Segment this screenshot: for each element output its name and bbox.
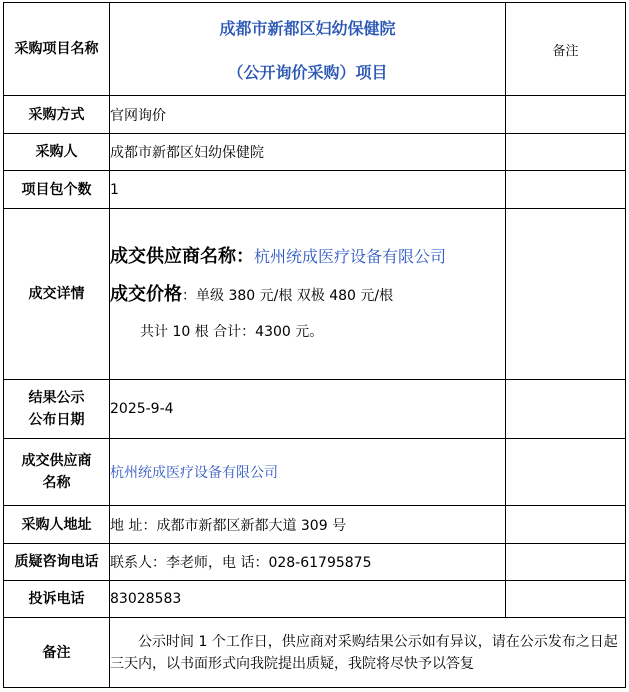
buyer-remark [506,134,626,171]
deal-remark [506,209,626,380]
complaint-phone-row [4,581,626,618]
deal-price-detail: ：单级 380 元/根 双极 480 元/根 [182,287,394,304]
deal-label: 成交详情 [4,209,110,380]
packages-label: 项目包个数 [4,171,110,209]
supplier-remark [506,439,626,506]
address-label: 采购人地址 [4,506,110,544]
notes-row [4,618,626,688]
buyer-value: 成都市新都区妇幼保健院 [110,134,506,171]
notes-label: 备注 [4,618,110,688]
deal-supplier-name: 杭州统成医疗设备有限公司 [254,246,447,266]
packages-remark [506,171,626,209]
inquiry-phone-row [4,544,626,581]
deal-supplier-label: 成交供应商名称： [110,245,254,267]
address-row [4,506,626,544]
inquiry-phone-remark [506,544,626,581]
project-name-label: 采购项目名称 [4,3,110,96]
deal-row [4,209,626,380]
remark-header: 备注 [506,3,626,96]
packages-value: 1 [110,171,506,209]
publish-date-label-line1: 结果公示 [28,390,85,406]
method-label: 采购方式 [4,96,110,134]
complaint-phone-label: 投诉电话 [4,581,110,618]
supplier-row [4,439,626,506]
notes-text: 公示时间 1 个工作日，供应商对采购结果公示如有异议，请在公示发布之日起三天内，以书面形式向我院提出质疑，我院将尽快予以答复 [110,618,626,688]
complaint-phone-remark [506,581,626,618]
publish-date-label [4,380,110,439]
project-title-line1: 成都市新都区妇幼保健院 [219,18,396,38]
publish-date-remark [506,380,626,439]
buyer-row [4,134,626,171]
inquiry-phone-label: 质疑咨询电话 [4,544,110,581]
supplier-value: 杭州统成医疗设备有限公司 [110,439,506,506]
supplier-label-line2: 名称 [42,475,71,491]
address-value: 地 址：成都市新都区新都大道 309 号 [110,506,506,544]
complaint-phone-value: 83028583 [110,581,506,618]
address-remark [506,506,626,544]
project-title-line2: （公开询价采购）项目 [227,62,388,82]
header-row [4,3,626,96]
deal-details [110,209,506,380]
inquiry-phone-value: 联系人：李老师，电 话：028-61795875 [110,544,506,581]
packages-row [4,171,626,209]
supplier-label-line1: 成交供应商 [21,453,92,469]
supplier-label [4,439,110,506]
publish-date-value: 2025-9-4 [110,380,506,439]
publish-date-row [4,380,626,439]
method-value: 官网询价 [110,96,506,134]
method-row [4,96,626,134]
buyer-label: 采购人 [4,134,110,171]
deal-price-line [110,282,505,309]
procurement-result-table [3,2,626,688]
deal-supplier-line [110,244,505,270]
deal-total: 共计 10 根 合计：4300 元。 [140,323,324,340]
method-remark [506,96,626,134]
deal-price-label: 成交价格 [110,283,182,305]
project-title-cell [110,3,506,96]
publish-date-label-line2: 公布日期 [28,412,85,428]
